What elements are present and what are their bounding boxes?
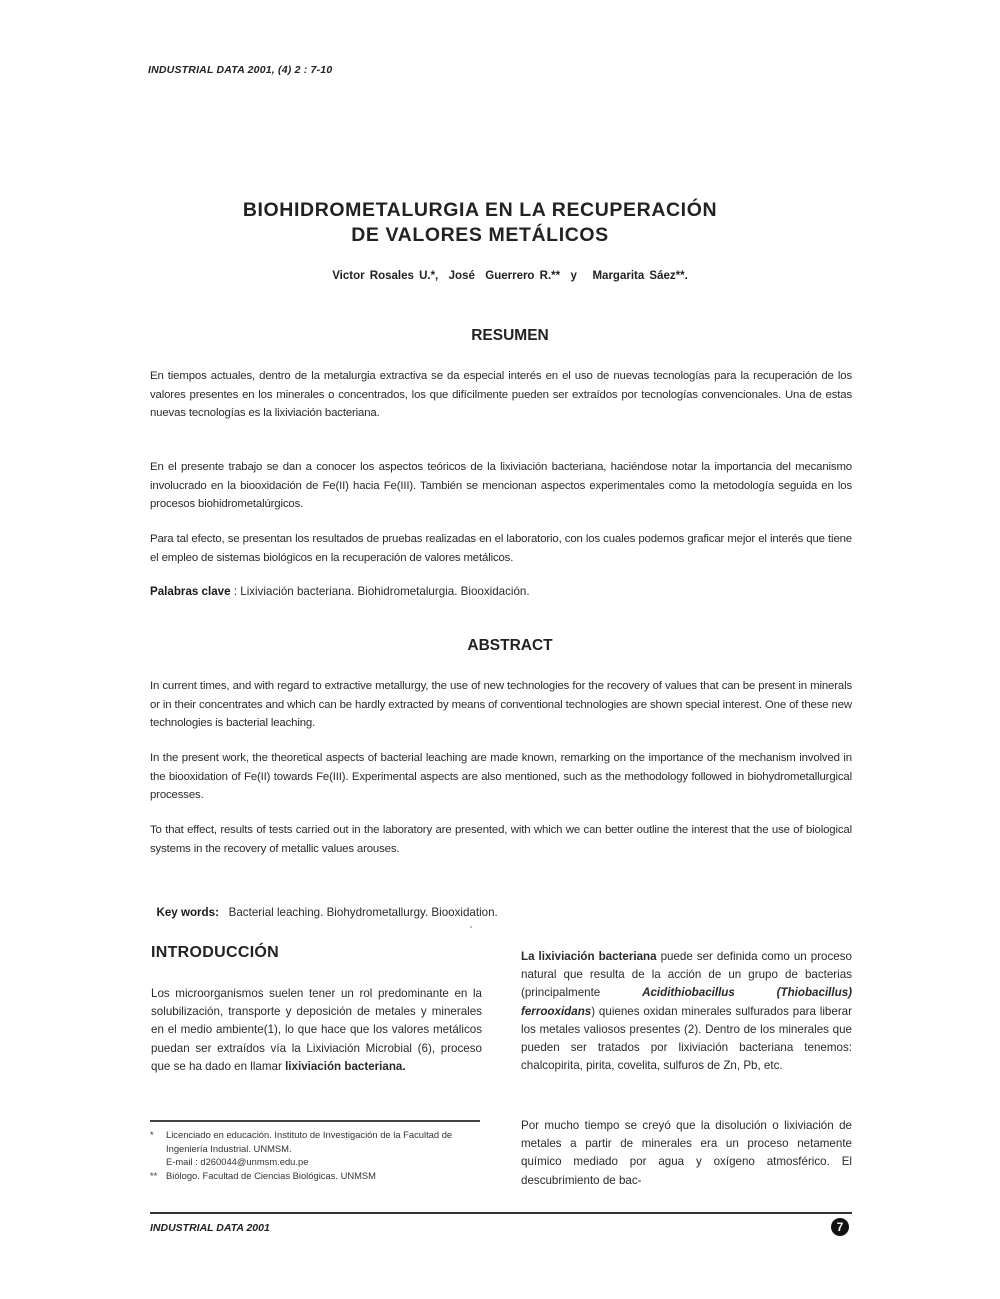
abstract-paragraph-2: In the present work, the theoretical aspects of bacterial leaching are made known, remarking on the importance of the mechanism involved in the biooxidation of Fe(II) towards Fe(III). Experimental aspects are also mentioned, such as the methodology followed in biohydrometallurgical processes. [150,752,852,802]
footnote-line: Biólogo. Facultad de Ciencias Biológicas. UNMSM [166,1169,376,1181]
footer-divider [150,1212,852,1214]
running-head: INDUSTRIAL DATA 2001, (4) 2 : 7-10 [148,64,333,76]
keywords-text: : Lixiviación bacteriana. Biohidrometalurgia. Biooxidación. [230,585,530,598]
footnote-email: E-mail : d260044@unmsm.edu.pe [166,1156,309,1167]
scan-speck [470,926,472,928]
authors: Victor Rosales U.*, José Guerrero R.** y Margarita Sáez**. [332,270,688,282]
intro-right-paragraph-2: Por mucho tiempo se creyó que la disolución o lixiviación de metales a partir de minerales era un proceso netamente químico mediado por agua y oxígeno atmosférico. El descubrimiento de bac- [521,1119,852,1187]
abstract-paragraph-1: In current times, and with regard to extractive metallurgy, the use of new technologies for the recovery of values that can be present in minerals or in their concentrates and which can be hardly extracted by means of conventional technologies are shown special interest. One of these new technologies is bacterial leaching. [150,680,852,730]
intro-right-bold: La lixiviación bacteriana [521,950,657,963]
abstract-keywords [150,893,498,919]
introduccion-heading: INTRODUCCIÓN [151,944,280,961]
intro-right-species: Acidithiobacillus (Thiobacillus) ferrooxidans [521,986,853,1018]
intro-right-paragraph-1 [521,948,852,1075]
footnote-1 [150,1128,485,1169]
footnote-2 [150,1169,485,1183]
resumen-heading: RESUMEN [471,327,549,344]
footnotes [150,1128,485,1182]
title-line-2: DE VALORES METÁLICOS [351,224,609,246]
resumen-keywords [150,585,530,598]
page-number-badge: 7 [831,1218,849,1236]
resumen-paragraph-1: En tiempos actuales, dentro de la metalurgia extractiva se da especial interés en el uso de nuevas tecnologías para la recuperación de los valores presentes en los minerales o concentrados, los que difícilmente pueden ser extraídos por tecnologías convencionales. Una de estas nuevas tecnologías es la lixiviación bacteriana. [150,370,852,420]
abstract-heading: ABSTRACT [467,637,553,654]
footnote-line: Licenciado en educación. Instituto de Investigación de la Facultad de Ingeniería Industrial. UNMSM. [166,1129,453,1154]
intro-right-text-2: ) quienes oxidan minerales sulfurados para liberar los metales valiosos presentes (2). Dentro de los minerales que pueden ser tratados por lixiviación bacteriana tenemos: chalcopirita, pirita, covelita, sulfuros de Zn, Pb, etc. [521,1004,852,1073]
intro-left-paragraph [151,985,482,1076]
abstract-paragraph-3: To that effect, results of tests carried out in the laboratory are presented, with which we can better outline the interest that the use of biological systems in the recovery of metallic values arouses. [150,824,852,855]
intro-left-bold: lixiviación bacteriana. [285,1059,406,1073]
keywords-label-en: Key words: [156,906,219,919]
intro-right-text-1: puede ser definida como un proceso natural que resulta de la acción de un grupo de bacterias (principalmente [521,950,852,1000]
title-line-1: BIOHIDROMETALURGIA EN LA RECUPERACIÓN [242,199,718,221]
keywords-label: Palabras clave [150,585,231,598]
intro-left-text: Los microorganismos suelen tener un rol predominante en la solubilización, transporte y deposición de metales y minerales en el medio ambiente(1), lo que hace que los valores metálicos puedan ser extraídos vía la Lixiviación Microbial (6), proceso que se ha dado en llamar [151,987,482,1073]
footer-journal: INDUSTRIAL DATA 2001 [150,1222,270,1234]
resumen-paragraph-2: En el presente trabajo se dan a conocer los aspectos teóricos de la lixiviación bacteriana, haciéndose notar la importancia del mecanismo involucrado en la biooxidación de Fe(II) hacia Fe(III). También se mencionan aspectos experimentales como la metodología seguida en los procesos biohidrometalúrgicos. [150,461,852,511]
keywords-text-en: Bacterial leaching. Biohydrometallurgy. Biooxidation. [218,906,498,919]
footnote-mark: ** [150,1169,158,1181]
footnote-mark: * [150,1129,154,1140]
article-title [150,198,810,248]
footnote-divider [150,1120,480,1122]
resumen-paragraph-3: Para tal efecto, se presentan los resultados de pruebas realizadas en el laboratorio, con los cuales podemos graficar mejor el interés que tiene el empleo de sistemas biológicos en la recuperación de valores metálicos. [150,533,852,564]
